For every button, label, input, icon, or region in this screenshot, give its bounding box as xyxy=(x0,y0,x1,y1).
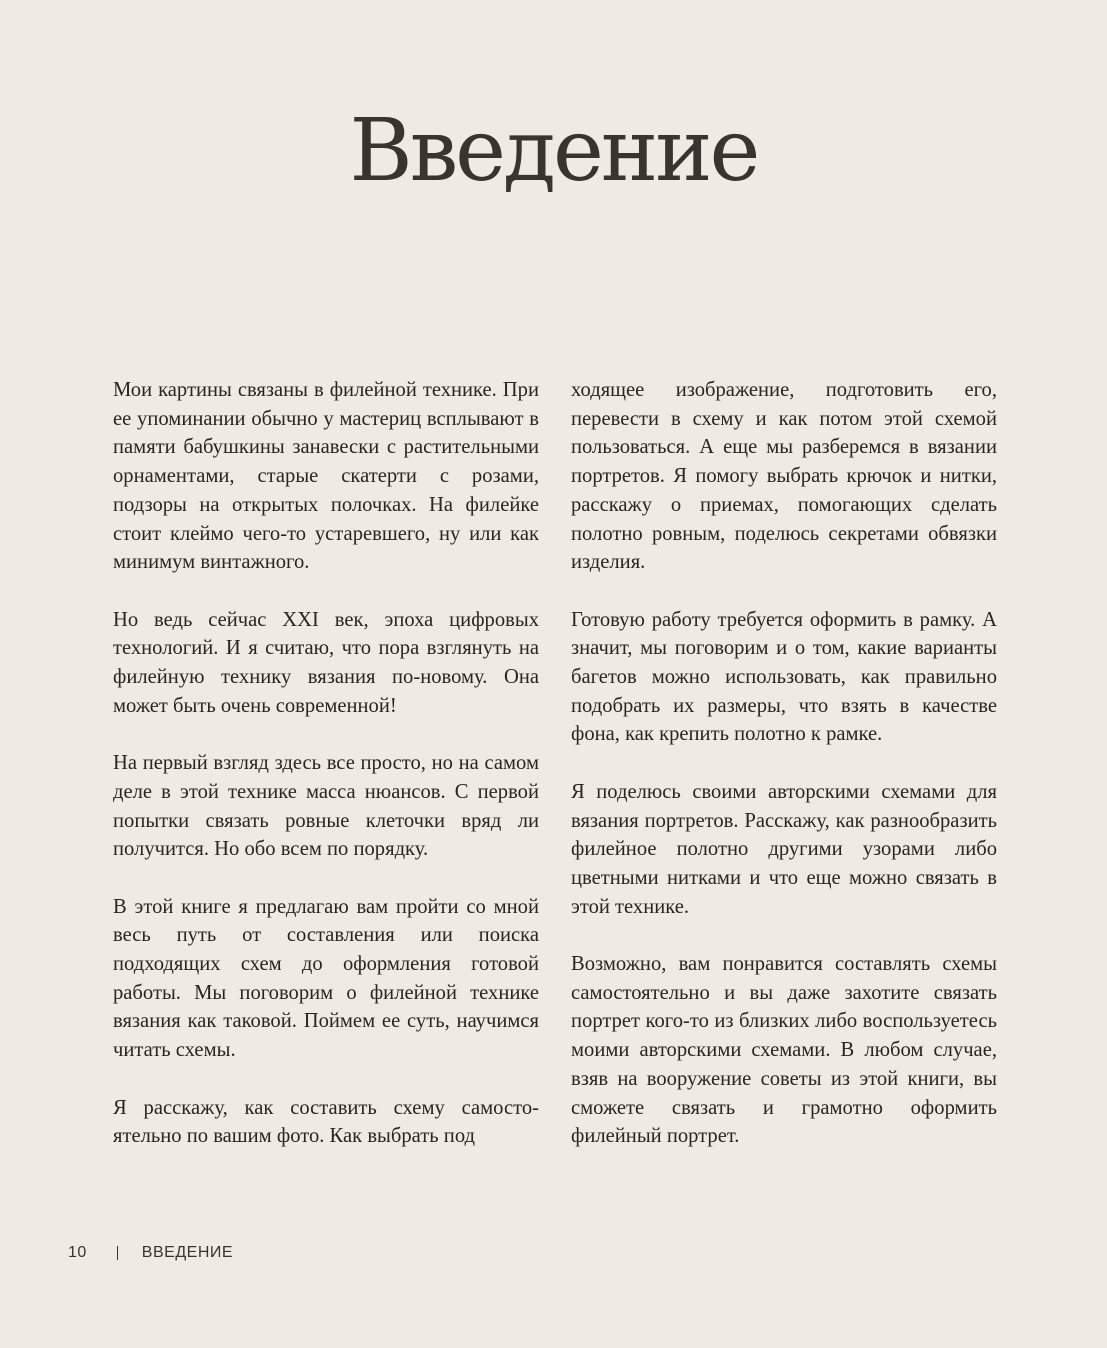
paragraph: В этой книге я предлагаю вам пройти со мной весь путь от составления или поиска подходящих схем до оформления готовой работы. Мы поговорим о филейной технике вязания как таковой. Поймем ее суть, научимся читать схемы. xyxy=(113,895,539,1062)
paragraph: Но ведь сейчас XXI век, эпоха цифровых технологий. И я считаю, что пора взглянуть на филейную технику вязания по-новому. Она может быть очень современной! xyxy=(113,608,539,717)
paragraph: Я поделюсь своими авторскими схемами для вязания портретов. Расскажу, как разнообразить филейное полотно другими узорами либо цветными нитками и что еще можно связать в этой технике. xyxy=(571,780,997,918)
left-text-column xyxy=(113,376,539,1151)
footer-divider xyxy=(117,1246,118,1260)
right-text-column xyxy=(571,376,997,1151)
page-title: Введение xyxy=(349,101,758,201)
running-header: ВВЕДЕНИЕ xyxy=(141,1244,234,1261)
paragraph: На первый взгляд здесь все просто, но на самом деле в этой технике масса нюансов. С первой попытки связать ровные клеточки вряд ли получится. Но обо всем по порядку. xyxy=(113,752,539,861)
page-footer xyxy=(68,1241,233,1265)
paragraph: Готовую работу требуется оформить в рамку. А значит, мы поговорим и о том, какие варианты багетов можно использовать, как правильно подобрать их размеры, что взять в качестве фона, как крепить полотно к рамке. xyxy=(571,608,997,746)
paragraph: Я расскажу, как составить схему самостоятельно по вашим фото. Как выбрать под xyxy=(113,1096,539,1148)
paragraph: Мои картины связаны в филейной технике. При ее упоминании обычно у мастериц всплывают в памяти бабушкины занавески с растительными орнаментами, старые скатерти с розами, подзоры на открытых полочках. На филейке стоит клеймо чего-то устаревшего, ну или как минимум винтажного. xyxy=(113,379,539,574)
paragraph: Возможно, вам понравится составлять схемы самостоятельно и вы даже захотите связать портрет кого-то из близких либо воспользуетесь моими авторскими схемами. В любом случае, взяв на вооружение советы из этой книги, вы сможете связать и грамотно оформить филейный портрет. xyxy=(571,953,997,1148)
paragraph: ходящее изображение, подготовить его, перевести в схему и как потом этой схемой пользоваться. А еще мы разберемся в вязании портретов. Я помогу выбрать крючок и нитки, расскажу о приемах, помогающих сделать полотно ровным, поделюсь секретами обвязки изделия. xyxy=(571,379,997,574)
page-number: 10 xyxy=(68,1244,87,1261)
